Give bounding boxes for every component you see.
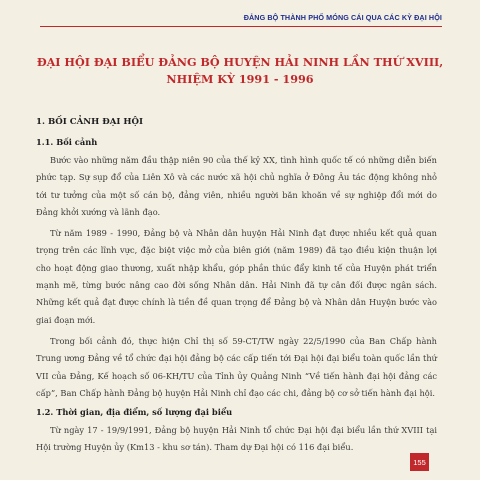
- running-header-title: ĐẢNG BỘ THÀNH PHỐ MÓNG CÁI QUA CÁC KỲ ĐẠI HỘI: [243, 13, 442, 22]
- page-number-badge: [410, 453, 429, 471]
- subsection-heading: 1.1. Bối cảnh: [36, 137, 98, 147]
- chapter-title-line-2: NHIỆM KỲ 1991 - 1996: [166, 72, 314, 86]
- running-header: [0, 0, 480, 30]
- paragraph: Bước vào những năm đầu thập niên 90 của thế kỷ XX, tình hình quốc tế có những diễn biến phức tạp. Sự sụp đổ của Liên Xô và các nước xã hội chủ nghĩa ở Đông Âu tác động không nhỏ tới tư tưởng của một số cán bộ, đảng viên, nhiều người băn khoăn về sự nghiệp đổi mới do Đảng khởi xướng và lãnh đạo.: [36, 155, 437, 217]
- paragraph: Từ ngày 17 - 19/9/1991, Đảng bộ huyện Hải Ninh tổ chức Đại hội đại biểu lần thứ XVIII tại Hội trường Huyện ủy (Km13 - khu sơ tán). Tham dự Đại hội có 116 đại biểu.: [36, 425, 437, 453]
- subsection-heading: 1.2. Thời gian, địa điểm, số lượng đại biểu: [36, 407, 233, 418]
- chapter-title: [30, 54, 450, 88]
- chapter-title-line-1: ĐẠI HỘI ĐẠI BIỂU ĐẢNG BỘ HUYỆN HẢI NINH LẦN THỨ XVIII,: [36, 55, 444, 69]
- article-body: [36, 112, 437, 457]
- section-heading: 1. BỐI CẢNH ĐẠI HỘI: [36, 117, 144, 127]
- header-divider: [40, 26, 442, 27]
- page-number: 155: [413, 457, 426, 467]
- paragraph: Từ năm 1989 - 1990, Đảng bộ và Nhân dân huyện Hải Ninh đạt được nhiều kết quả quan trọng trên các lĩnh vực, đặc biệt việc mở của biên giới (năm 1989) đã tạo điều kiện thuận lợi cho hoạt động giao thương, xuất nhập khẩu, góp phần thúc đẩy kinh tế của Huyện phát triển mạnh mẽ, từng bước nâng cao đời sống Nhân dân. Hải Ninh đã tự cân đối được ngân sách. Những kết quả đạt được chính là tiền đề quan trọng để Đảng bộ và Nhân dân Huyện bước vào giai đoạn mới.: [36, 228, 437, 325]
- paragraph: Trong bối cảnh đó, thực hiện Chỉ thị số 59-CT/TW ngày 22/5/1990 của Ban Chấp hành Trung ương Đảng về tổ chức đại hội đảng bộ các cấp tiến tới Đại hội đại biểu toàn quốc lần thứ VII của Đảng, Kế hoạch số 06-KH/TU của Tỉnh ủy Quảng Ninh “Về tiến hành đại hội đảng các cấp”, Ban Chấp hành Đảng bộ huyện Hải Ninh chỉ đạo các chi, đảng bộ cơ sở tiến hành đại hội.: [36, 335, 437, 398]
